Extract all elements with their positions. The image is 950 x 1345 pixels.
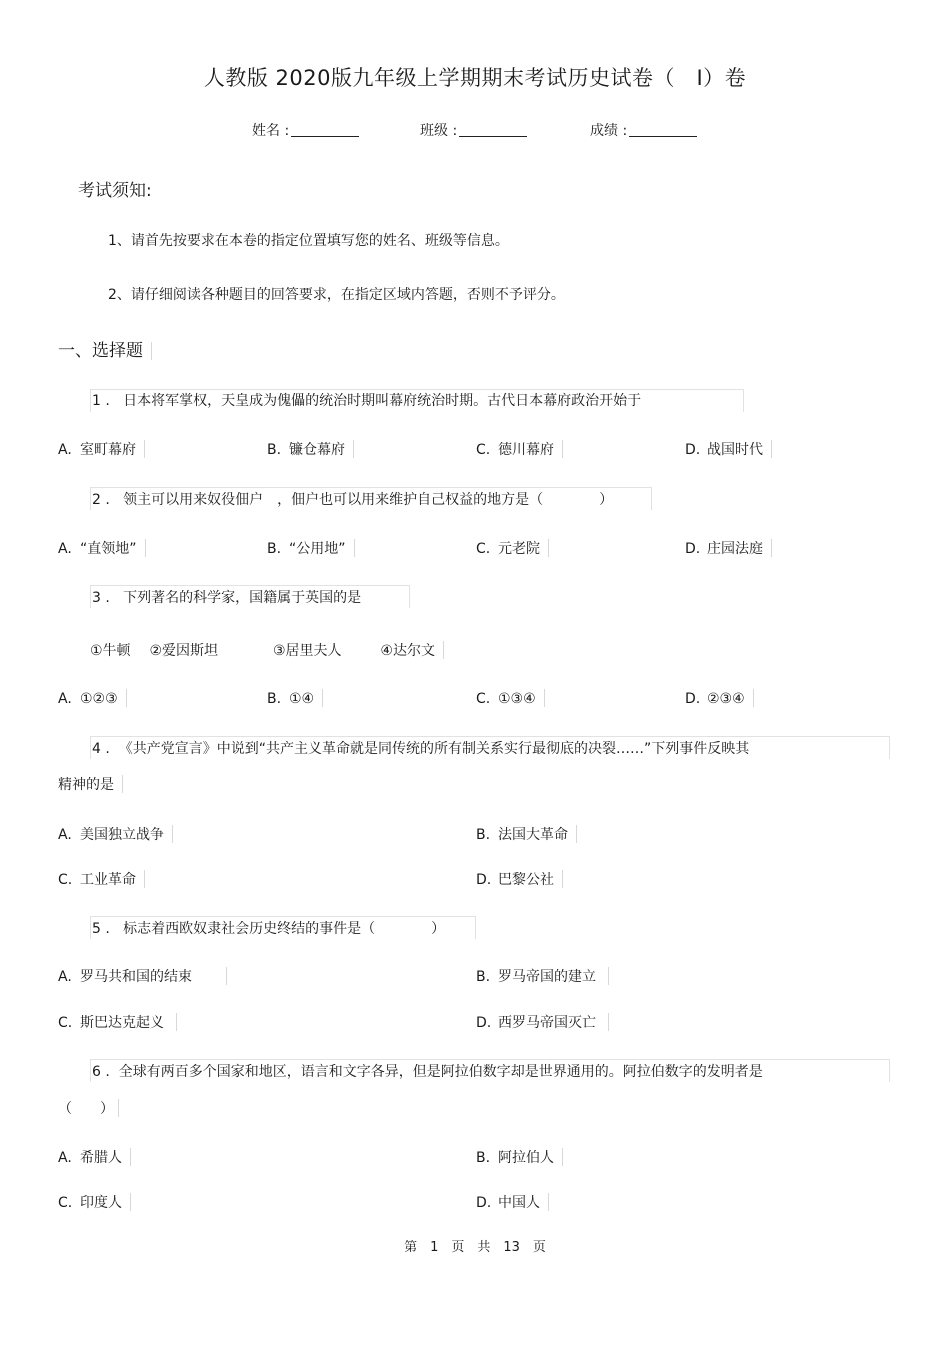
q3-option-b[interactable]: B. ①④: [267, 689, 323, 707]
question-number: 5 .: [92, 921, 110, 937]
q4-option-c[interactable]: C. 工业革命: [58, 869, 145, 889]
q3-option-a[interactable]: A. ①②③: [58, 689, 127, 707]
question-text: 下列著名的科学家，国籍属于英国的是: [123, 590, 362, 606]
name-field[interactable]: [252, 120, 359, 140]
q1-option-d[interactable]: D. 战国时代: [685, 439, 772, 459]
question-number: 4 .: [92, 741, 110, 757]
class-blank[interactable]: [459, 122, 527, 137]
question-6: [92, 1061, 763, 1081]
q5-option-c[interactable]: C. 斯巴达克起义: [58, 1012, 177, 1032]
question-1: [92, 390, 641, 410]
divider: [151, 342, 152, 360]
question-5: [92, 918, 445, 938]
name-blank[interactable]: [291, 122, 359, 137]
question-4: [92, 738, 749, 758]
q4-option-d[interactable]: D. 巴黎公社: [476, 869, 563, 889]
question-text: 标志着西欧奴隶社会历史终结的事件是（ ）: [123, 921, 446, 937]
question-6-continued: （ ）: [58, 1098, 119, 1118]
q1-option-b[interactable]: B. 镰仓幕府: [267, 439, 354, 459]
class-label: 班级 :: [420, 123, 458, 139]
q3-option-d[interactable]: D. ②③④: [685, 689, 754, 707]
q4-option-b[interactable]: B. 法国大革命: [476, 824, 577, 844]
section-title: 一、选择题: [58, 336, 152, 361]
q2-option-a[interactable]: A. “直领地”: [58, 538, 146, 558]
q4-option-a[interactable]: A. 美国独立战争: [58, 824, 173, 844]
notice-item-1: 1、请首先按要求在本卷的指定位置填写您的姓名、班级等信息。: [108, 233, 509, 249]
q1-option-a[interactable]: A. 室町幕府: [58, 439, 145, 459]
question-number: 1 .: [92, 393, 110, 409]
q3-option-c[interactable]: C. ①③④: [476, 689, 545, 707]
question-number: 6 .: [92, 1064, 110, 1080]
q5-option-d[interactable]: D. 西罗马帝国灭亡: [476, 1012, 609, 1032]
question-text: 领主可以用来奴役佃户 ，佃户也可以用来维护自己权益的地方是（ ）: [123, 492, 614, 508]
class-field[interactable]: [420, 120, 527, 140]
notice-heading: 考试须知:: [78, 181, 152, 201]
score-field[interactable]: [590, 120, 697, 140]
q1-option-c[interactable]: C. 德川幕府: [476, 439, 563, 459]
question-4-continued: 精神的是: [58, 774, 123, 794]
page-title: 人教版 2020版九年级上学期期末考试历史试卷（ I）卷: [203, 66, 747, 90]
question-3: [92, 587, 361, 607]
page-footer: 第 1 页 共 13 页: [404, 1240, 546, 1255]
score-label: 成绩 :: [590, 123, 628, 139]
question-2: [92, 489, 613, 509]
q6-option-a[interactable]: A. 希腊人: [58, 1147, 131, 1167]
q2-option-d[interactable]: D. 庄园法庭: [685, 538, 772, 558]
q2-option-c[interactable]: C. 元老院: [476, 538, 549, 558]
question-text: 全球有两百多个国家和地区，语言和文字各异，但是阿拉伯数字却是世界通用的。阿拉伯数字的发明者是: [118, 1064, 763, 1080]
question-number: 3 .: [92, 590, 110, 606]
name-label: 姓名 :: [252, 123, 290, 139]
question-text: 《共产党宣言》中说到“共产主义革命就是同传统的所有制关系实行最彻底的决裂……”下列事件反映其: [118, 741, 750, 757]
q6-option-b[interactable]: B. 阿拉伯人: [476, 1147, 563, 1167]
q2-option-b[interactable]: B. “公用地”: [267, 538, 355, 558]
q6-option-d[interactable]: D. 中国人: [476, 1192, 549, 1212]
q6-option-c[interactable]: C. 印度人: [58, 1192, 131, 1212]
notice-item-2: 2、请仔细阅读各种题目的回答要求，在指定区域内答题，否则不予评分。: [108, 287, 565, 303]
q5-option-b[interactable]: B. 罗马帝国的建立: [476, 966, 609, 986]
score-blank[interactable]: [629, 122, 697, 137]
question-text: 日本将军掌权，天皇成为傀儡的统治时期叫幕府统治时期。古代日本幕府政治开始于: [123, 393, 642, 409]
question-number: 2 .: [92, 492, 110, 508]
q5-option-a[interactable]: A. 罗马共和国的结束: [58, 966, 227, 986]
q3-sub-items: ①牛顿 ②爱因斯坦 ③居里夫人 ④达尔文: [90, 640, 444, 660]
